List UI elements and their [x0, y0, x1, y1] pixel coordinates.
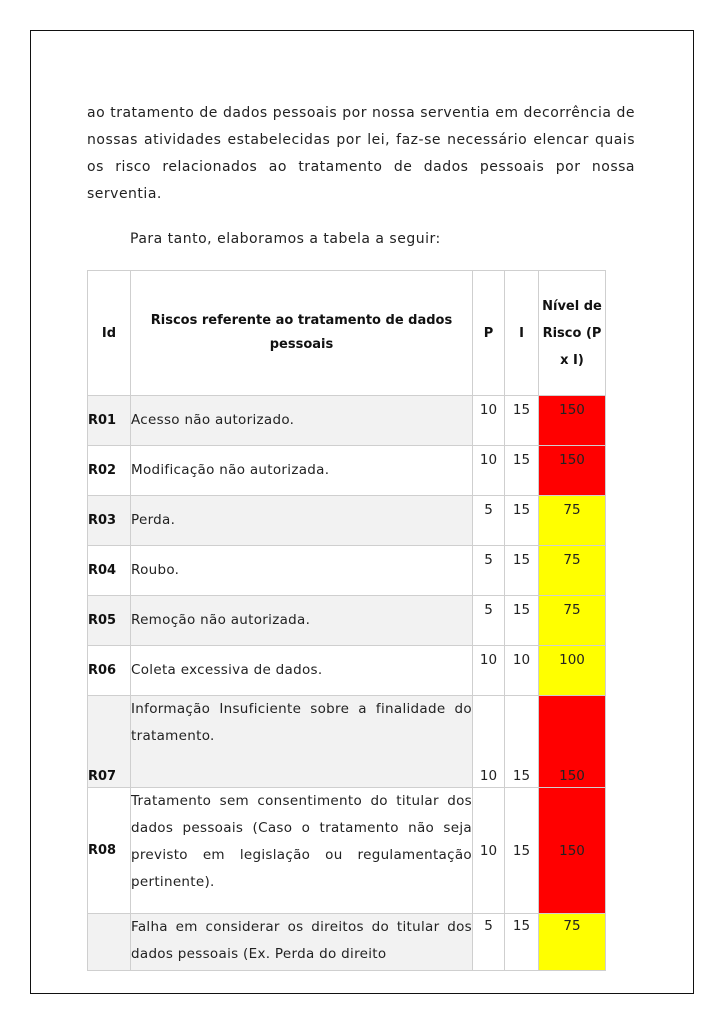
- risk-id: R04: [88, 546, 131, 596]
- risk-level-value: 75: [539, 914, 606, 971]
- probability-value: 5: [473, 596, 505, 646]
- probability-value: 10: [473, 646, 505, 696]
- probability-value: 10: [473, 696, 505, 788]
- probability-value: 10: [473, 788, 505, 914]
- risk-description: Falha em considerar os direitos do titular dos dados pessoais (Ex. Perda do direito: [131, 914, 473, 971]
- risk-description: Tratamento sem consentimento do titular dos dados pessoais (Caso o tratamento não seja previsto em legislação ou regulamentação pertinente).: [131, 788, 473, 914]
- risk-level-value: 75: [539, 546, 606, 596]
- risk-level-value: 75: [539, 496, 606, 546]
- risk-level-value: 150: [539, 396, 606, 446]
- risk-description: Acesso não autorizado.: [131, 396, 473, 446]
- table-row: [88, 446, 606, 496]
- risk-id: R01: [88, 396, 131, 446]
- risk-id: R07: [88, 696, 131, 788]
- impact-value: 15: [505, 546, 539, 596]
- impact-value: 10: [505, 646, 539, 696]
- probability-value: 5: [473, 546, 505, 596]
- impact-value: 15: [505, 596, 539, 646]
- risk-level-value: 150: [539, 696, 606, 788]
- risk-id: R05: [88, 596, 131, 646]
- risk-description: Coleta excessiva de dados.: [131, 646, 473, 696]
- impact-value: 15: [505, 696, 539, 788]
- table-header-row: [88, 271, 606, 396]
- impact-value: 15: [505, 396, 539, 446]
- probability-value: 10: [473, 446, 505, 496]
- header-risk-level: Nível de Risco (P x I): [539, 271, 606, 396]
- risk-level-value: 150: [539, 788, 606, 914]
- table-row: [88, 596, 606, 646]
- probability-value: 5: [473, 914, 505, 971]
- impact-value: 15: [505, 788, 539, 914]
- header-probability: P: [473, 271, 505, 396]
- table-row: [88, 696, 606, 788]
- risk-level-value: 75: [539, 596, 606, 646]
- risk-id: R03: [88, 496, 131, 546]
- risk-id: R02: [88, 446, 131, 496]
- table-row: [88, 914, 606, 971]
- table-row: [88, 546, 606, 596]
- risk-description: Roubo.: [131, 546, 473, 596]
- risk-id: R08: [88, 788, 131, 914]
- table-row: [88, 496, 606, 546]
- table-row: [88, 396, 606, 446]
- impact-value: 15: [505, 496, 539, 546]
- header-impact: I: [505, 271, 539, 396]
- header-id: Id: [88, 271, 131, 396]
- risk-description: Modificação não autorizada.: [131, 446, 473, 496]
- risk-id: [88, 914, 131, 971]
- table-lead-in: Para tanto, elaboramos a tabela a seguir:: [130, 231, 441, 247]
- risk-description: Informação Insuficiente sobre a finalidade do tratamento.: [131, 696, 473, 788]
- probability-value: 10: [473, 396, 505, 446]
- risk-description: Remoção não autorizada.: [131, 596, 473, 646]
- risk-table: [87, 270, 606, 971]
- intro-paragraph: ao tratamento de dados pessoais por nossa serventia em decorrência de nossas atividades estabelecidas por lei, faz-se necessário elencar quais os risco relacionados ao tratamento de dados pessoais por nossa serventia.: [87, 105, 635, 202]
- risk-level-value: 100: [539, 646, 606, 696]
- risk-id: R06: [88, 646, 131, 696]
- impact-value: 15: [505, 914, 539, 971]
- impact-value: 15: [505, 446, 539, 496]
- risk-level-value: 150: [539, 446, 606, 496]
- probability-value: 5: [473, 496, 505, 546]
- header-risk: Riscos referente ao tratamento de dados pessoais: [131, 271, 473, 396]
- risk-description: Perda.: [131, 496, 473, 546]
- table-row: [88, 646, 606, 696]
- table-row: [88, 788, 606, 914]
